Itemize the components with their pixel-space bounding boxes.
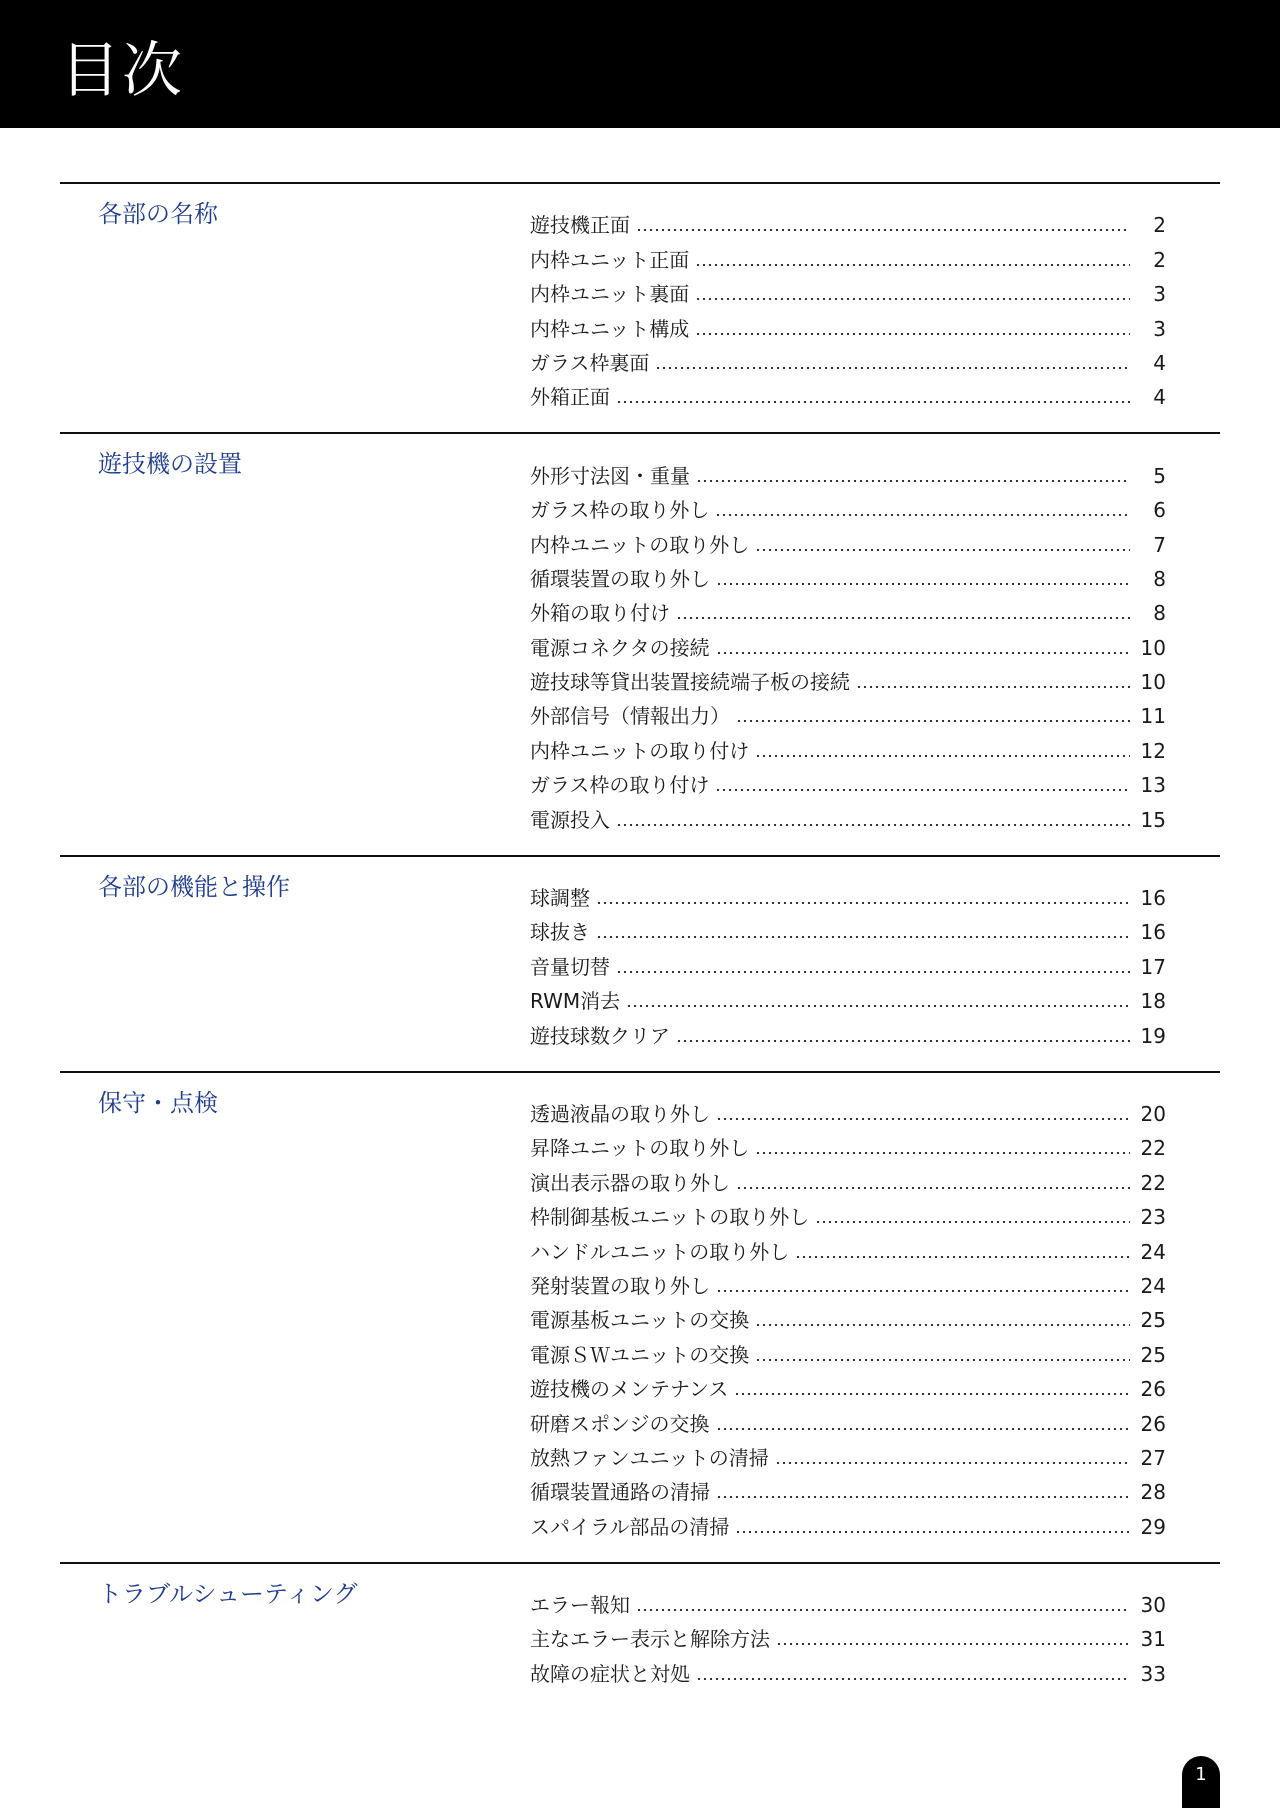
dot-leader: [696, 480, 1130, 482]
toc-entry[interactable]: [530, 628, 1166, 662]
toc-entry-page: 22: [1140, 1170, 1166, 1195]
toc-entry[interactable]: [530, 344, 1166, 378]
dot-leader: [695, 264, 1130, 266]
section-title: 各部の機能と操作: [98, 872, 290, 901]
toc-entry-label: 循環装置通路の清掃: [530, 1480, 710, 1505]
dot-leader: [636, 229, 1130, 231]
toc-entry-label: 故障の症状と対処: [530, 1661, 690, 1686]
toc-entry-label: 外箱正面: [530, 385, 610, 410]
toc-entry-page: 22: [1140, 1136, 1166, 1161]
section-title: 遊技機の設置: [98, 450, 242, 479]
toc-entry-page: 8: [1153, 566, 1166, 591]
toc-entry-label: ガラス枠の取り付け: [530, 773, 710, 798]
toc-entry-label: 外形寸法図・重量: [530, 463, 690, 488]
toc-entry[interactable]: [530, 947, 1166, 981]
toc-entry-page: 13: [1140, 773, 1166, 798]
toc-section: [60, 432, 1220, 854]
toc-entry-page: 12: [1140, 738, 1166, 763]
dot-leader: [755, 1359, 1130, 1361]
dot-leader: [776, 1643, 1130, 1645]
toc-entry[interactable]: [530, 1301, 1166, 1335]
toc-entry[interactable]: [530, 1586, 1166, 1620]
toc-entry[interactable]: [530, 1507, 1166, 1541]
page-number: 1: [1195, 1764, 1207, 1785]
toc-entry-page: 26: [1140, 1377, 1166, 1402]
dot-leader: [736, 720, 1130, 722]
toc-entry-page: 11: [1140, 704, 1166, 729]
toc-entry-label: エラー報知: [530, 1593, 630, 1618]
toc-entry[interactable]: [530, 594, 1166, 628]
toc-entry-page: 24: [1140, 1239, 1166, 1264]
toc-entry-label: 外箱の取り付け: [530, 601, 670, 626]
toc-entry-label: ガラス枠裏面: [530, 350, 650, 375]
toc-entry[interactable]: [530, 1129, 1166, 1163]
toc-section: [60, 1562, 1220, 1709]
toc-entry[interactable]: [530, 1335, 1166, 1369]
toc-entry-label: 内枠ユニット正面: [530, 247, 690, 272]
toc-entry-label: 内枠ユニット裏面: [530, 282, 690, 307]
toc-entry-label: 電源ＳＷユニットの交換: [530, 1342, 750, 1367]
toc-entry-label: ハンドルユニットの取り外し: [530, 1239, 790, 1264]
toc-entry-page: 27: [1140, 1445, 1166, 1470]
toc-entry-label: 球抜き: [530, 920, 590, 945]
toc-entry-label: 遊技球等貸出装置接続端子板の接続: [530, 670, 850, 695]
toc-section: [60, 1071, 1220, 1562]
toc-entry[interactable]: [530, 1473, 1166, 1507]
dot-leader: [716, 583, 1130, 585]
dot-leader: [676, 617, 1130, 619]
dot-leader: [736, 1187, 1130, 1189]
toc-entry[interactable]: [530, 560, 1166, 594]
toc-entry-page: 18: [1140, 989, 1166, 1014]
toc-entry-page: 2: [1153, 247, 1166, 272]
toc-entry-label: RWM消去: [530, 989, 621, 1014]
toc-entry-label: 演出表示器の取り外し: [530, 1170, 730, 1195]
toc-entry[interactable]: [530, 1198, 1166, 1232]
toc-entry[interactable]: [530, 275, 1166, 309]
toc-entry-list: [60, 184, 1220, 432]
dot-leader: [755, 549, 1130, 551]
dot-leader: [755, 755, 1130, 757]
toc-entry-page: 4: [1153, 385, 1166, 410]
dot-leader: [715, 789, 1130, 791]
dot-leader: [696, 1678, 1130, 1680]
toc-entry-page: 16: [1140, 886, 1166, 911]
toc-entry-label: 主なエラー表示と解除方法: [530, 1627, 770, 1652]
dot-leader: [716, 1496, 1130, 1498]
toc-entry-page: 23: [1140, 1205, 1166, 1230]
toc-entry-page: 26: [1140, 1411, 1166, 1436]
toc-entry-label: 外部信号（情報出力）: [530, 704, 730, 729]
toc-entry-label: 昇降ユニットの取り外し: [530, 1136, 750, 1161]
toc-entry-page: 3: [1153, 282, 1166, 307]
toc-entry[interactable]: [530, 1016, 1166, 1050]
dot-leader: [775, 1462, 1130, 1464]
toc-entry-page: 8: [1153, 601, 1166, 626]
toc-entry-label: 遊技機のメンテナンス: [530, 1377, 729, 1402]
toc-entry[interactable]: [530, 1163, 1166, 1197]
toc-entry[interactable]: [530, 1370, 1166, 1404]
toc-entry-page: 10: [1140, 670, 1166, 695]
toc-entry-page: 16: [1140, 920, 1166, 945]
section-title: 保守・点検: [98, 1088, 218, 1117]
toc-entry[interactable]: [530, 731, 1166, 765]
dot-leader: [636, 1609, 1130, 1611]
toc-entry-list: [60, 1073, 1220, 1562]
dot-leader: [856, 686, 1130, 688]
toc-entry-label: 研磨スポンジの交換: [530, 1411, 710, 1436]
toc-entry-page: 25: [1140, 1308, 1166, 1333]
toc-entry-label: 音量切替: [530, 954, 610, 979]
section-title: トラブルシューティング: [98, 1579, 358, 1608]
toc-entry-label: 内枠ユニットの取り外し: [530, 532, 750, 557]
page-header: [0, 0, 1280, 128]
toc-entry[interactable]: [530, 766, 1166, 800]
toc-entry[interactable]: [530, 1620, 1166, 1654]
toc-entry-page: 30: [1140, 1593, 1166, 1618]
toc-section: [60, 182, 1220, 432]
toc-entry-page: 29: [1140, 1514, 1166, 1539]
dot-leader: [616, 401, 1130, 403]
toc-entry[interactable]: [530, 1267, 1166, 1301]
toc-entry-page: 28: [1140, 1480, 1166, 1505]
section-title: 各部の名称: [98, 200, 218, 228]
toc-entry[interactable]: [530, 800, 1166, 834]
dot-leader: [735, 1531, 1130, 1533]
toc-entry-label: 電源基板ユニットの交換: [530, 1308, 750, 1333]
toc-entry[interactable]: [530, 982, 1166, 1016]
toc-entry-page: 15: [1140, 807, 1166, 832]
toc-entry[interactable]: [530, 1439, 1166, 1473]
toc-entry-page: 33: [1140, 1661, 1166, 1686]
toc-entry-label: 電源コネクタの接続: [530, 635, 710, 660]
dot-leader: [795, 1256, 1130, 1258]
toc-entry-label: 枠制御基板ユニットの取り外し: [530, 1205, 810, 1230]
dot-leader: [716, 1118, 1130, 1120]
toc-entry-label: 放熱ファンユニットの清掃: [530, 1445, 769, 1470]
table-of-contents: [60, 182, 1220, 1709]
page-number-badge: [1182, 1756, 1220, 1808]
toc-entry-label: 循環装置の取り外し: [530, 566, 710, 591]
toc-entry[interactable]: [530, 378, 1166, 412]
toc-entry-label: 遊技球数クリア: [530, 1023, 670, 1048]
toc-entry-label: 内枠ユニット構成: [530, 316, 690, 341]
dot-leader: [596, 936, 1130, 938]
toc-entry[interactable]: [530, 913, 1166, 947]
dot-leader: [596, 902, 1130, 904]
toc-entry-label: 球調整: [530, 886, 590, 911]
dot-leader: [815, 1221, 1130, 1223]
toc-entry-page: 6: [1153, 498, 1166, 523]
toc-entry-label: ガラス枠の取り外し: [530, 498, 710, 523]
toc-entry-page: 4: [1153, 350, 1166, 375]
toc-entry[interactable]: [530, 1232, 1166, 1266]
toc-entry-page: 19: [1140, 1023, 1166, 1048]
toc-entry-page: 3: [1153, 316, 1166, 341]
dot-leader: [755, 1324, 1130, 1326]
toc-entry-page: 7: [1153, 532, 1166, 557]
toc-section: [60, 855, 1220, 1071]
toc-entry[interactable]: [530, 206, 1166, 240]
toc-entry[interactable]: [530, 879, 1166, 913]
dot-leader: [716, 1428, 1131, 1430]
toc-entry-label: 内枠ユニットの取り付け: [530, 738, 750, 763]
toc-entry-list: [60, 434, 1220, 854]
toc-entry[interactable]: [530, 1654, 1166, 1688]
toc-entry-label: 透過液晶の取り外し: [530, 1101, 710, 1126]
dot-leader: [716, 652, 1130, 654]
toc-entry-page: 31: [1140, 1627, 1166, 1652]
toc-entry-page: 20: [1140, 1101, 1166, 1126]
toc-entry-label: スパイラル部品の清掃: [530, 1514, 730, 1539]
toc-entry[interactable]: [530, 663, 1166, 697]
toc-entry[interactable]: [530, 1404, 1166, 1438]
toc-entry-page: 24: [1140, 1273, 1166, 1298]
dot-leader: [695, 298, 1130, 300]
toc-entry-page: 17: [1140, 954, 1166, 979]
toc-entry-page: 2: [1153, 213, 1166, 238]
page-title: 目次: [60, 36, 184, 106]
dot-leader: [676, 1040, 1130, 1042]
toc-entry-page: 25: [1140, 1342, 1166, 1367]
toc-entry[interactable]: [530, 491, 1166, 525]
toc-entry[interactable]: [530, 240, 1166, 274]
toc-entry-page: 5: [1153, 463, 1166, 488]
toc-entry[interactable]: [530, 1095, 1166, 1129]
toc-entry-label: 電源投入: [530, 807, 610, 832]
dot-leader: [655, 367, 1130, 369]
dot-leader: [695, 333, 1130, 335]
dot-leader: [755, 1152, 1130, 1154]
dot-leader: [716, 1290, 1130, 1292]
dot-leader: [715, 514, 1130, 516]
dot-leader: [734, 1393, 1130, 1395]
toc-entry[interactable]: [530, 309, 1166, 343]
toc-entry-label: 発射装置の取り外し: [530, 1273, 710, 1298]
dot-leader: [626, 1005, 1130, 1007]
dot-leader: [616, 824, 1130, 826]
toc-entry-label: 遊技機正面: [530, 213, 630, 238]
toc-entry[interactable]: [530, 456, 1166, 490]
toc-entry-page: 10: [1140, 635, 1166, 660]
toc-entry[interactable]: [530, 525, 1166, 559]
dot-leader: [616, 971, 1130, 973]
toc-entry[interactable]: [530, 697, 1166, 731]
